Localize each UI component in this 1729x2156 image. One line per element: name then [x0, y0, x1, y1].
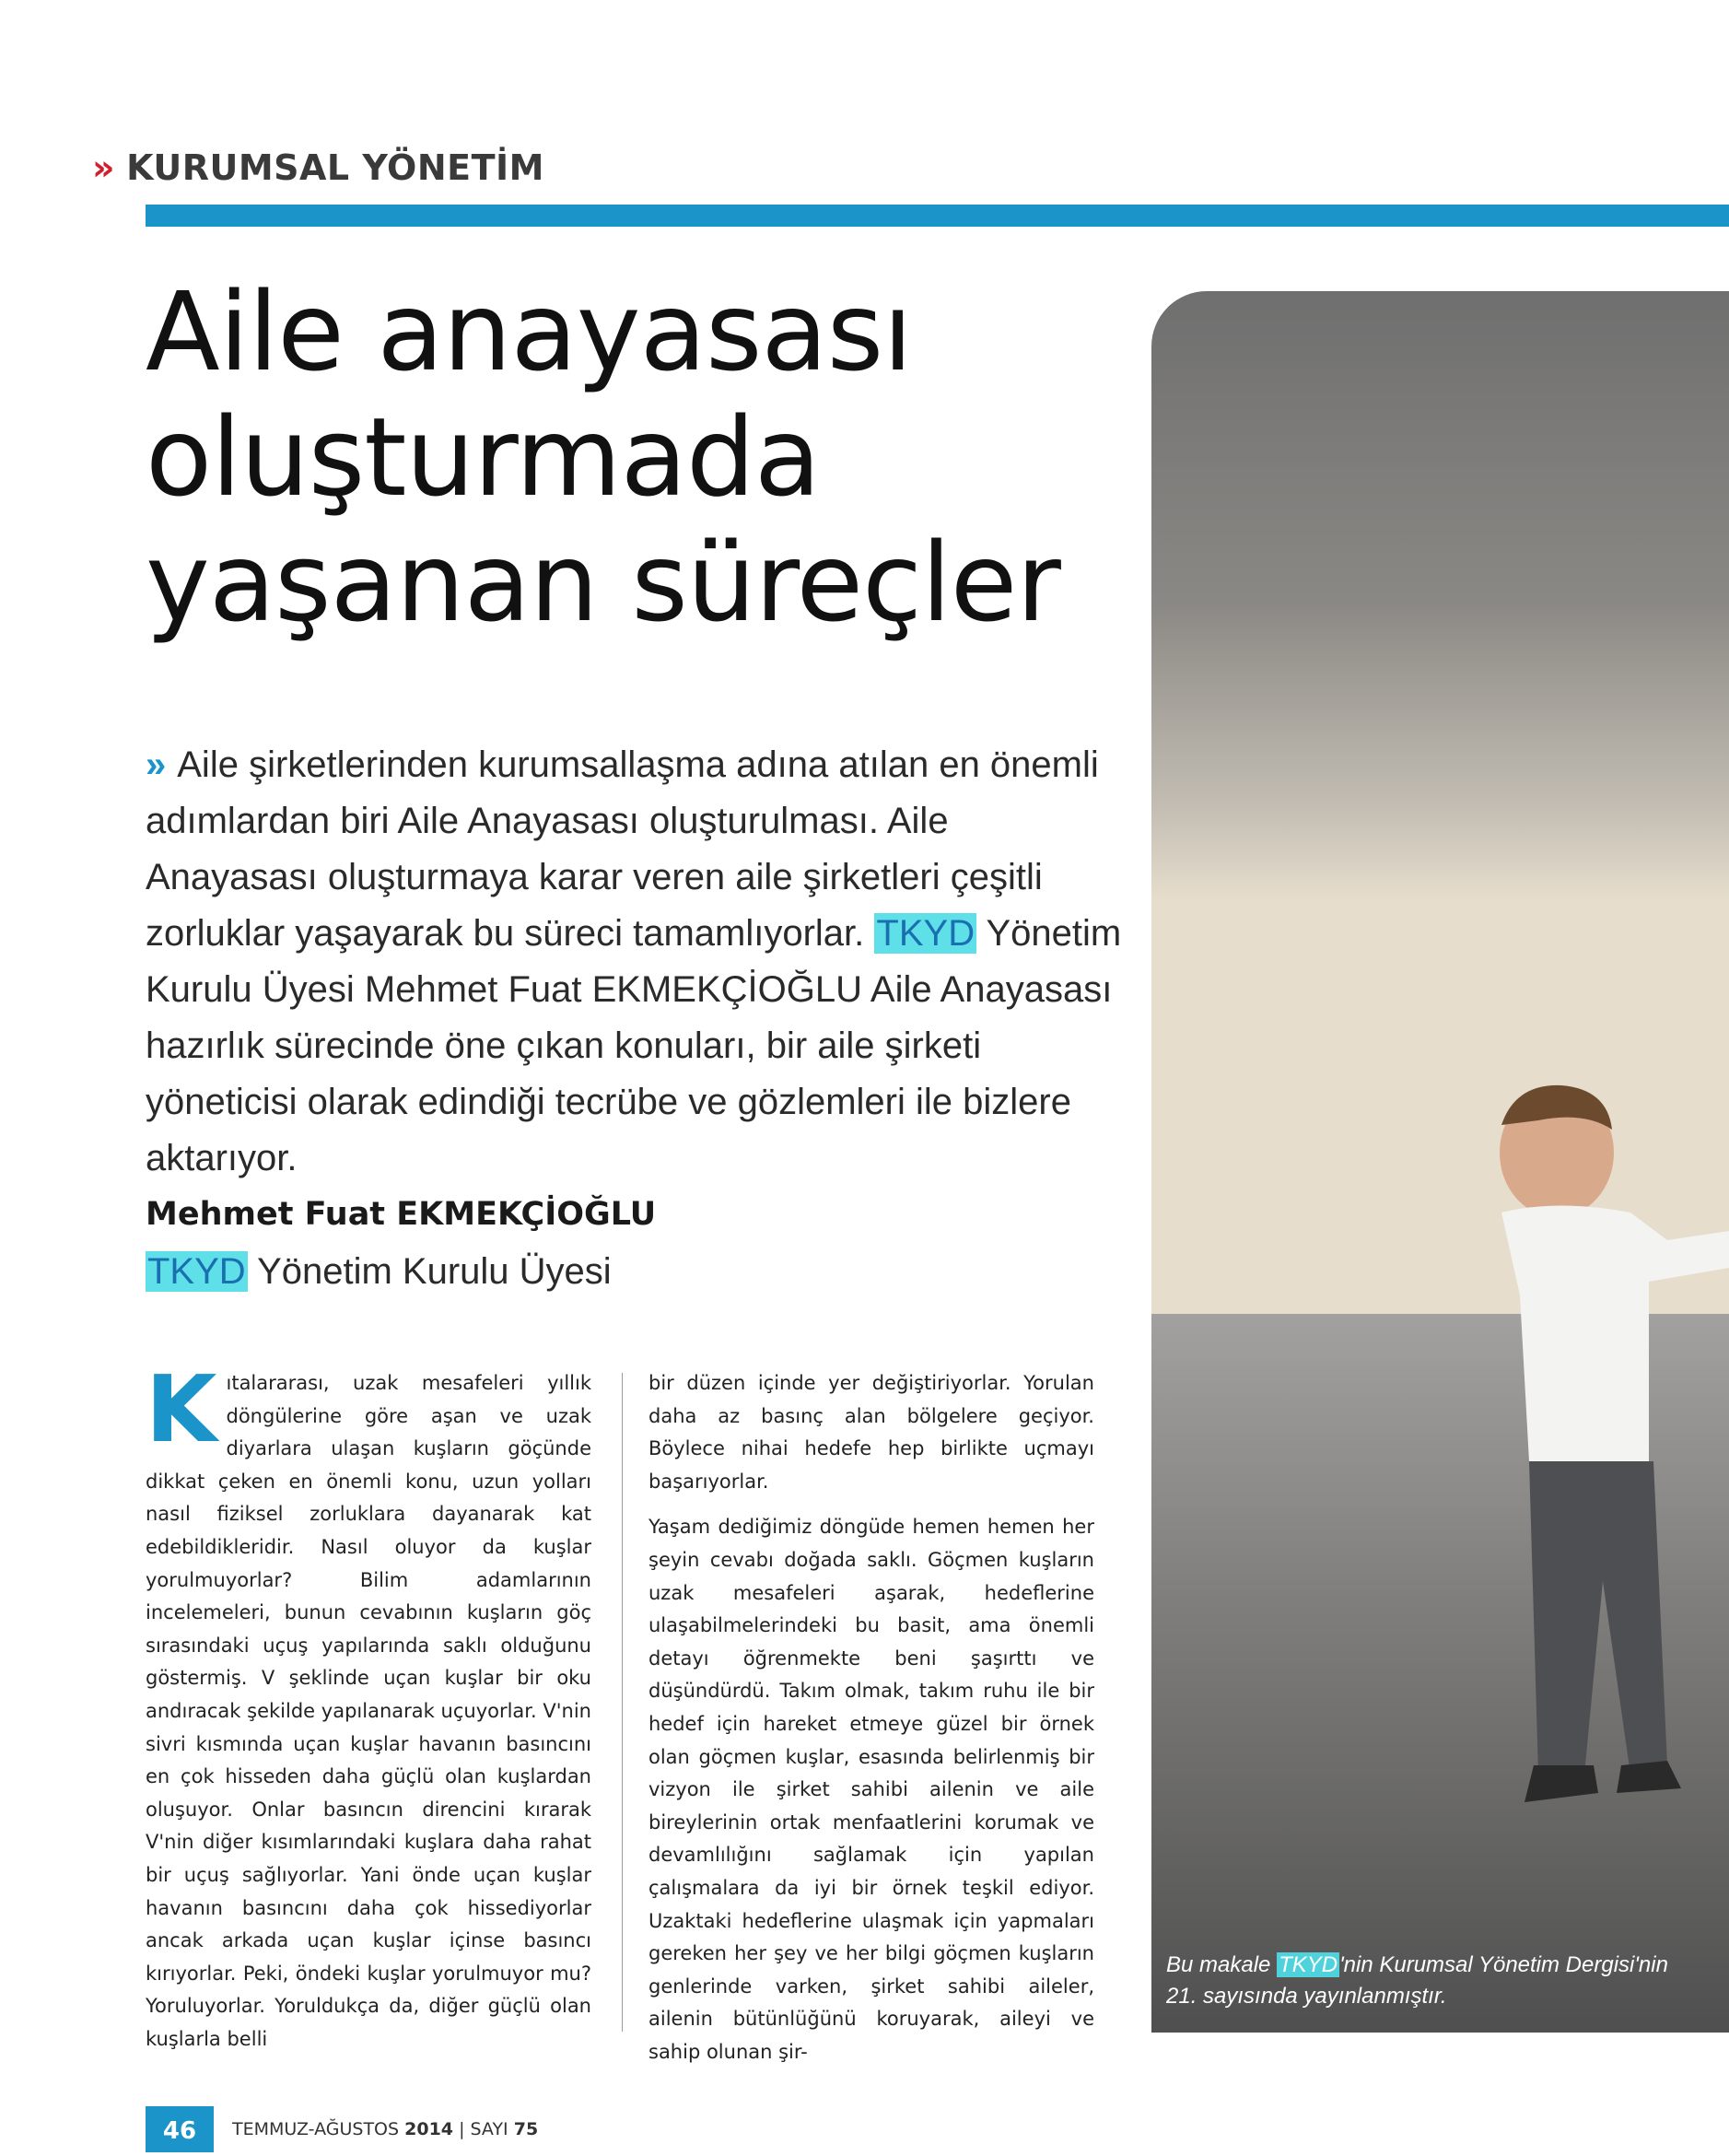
highlight-tkyd: TKYD [876, 913, 975, 954]
article-photo [1151, 291, 1729, 2033]
body-column-1 [146, 1355, 591, 2068]
column-divider [622, 1373, 623, 2032]
body-paragraph: bir düzen içinde yer değiştiriyorlar. Yorulan daha az basınç alan bölgelere geçiyor. Böylece nihai hedefe hep birlikte uçmayı başarıyorlar. [648, 1372, 1094, 1493]
body-paragraph: Yaşam dediğimiz döngüde hemen hemen her şeyin cevabı doğada saklı. Göçmen kuşların uzak mesafeleri aşarak, hedeflerine ulaşabilmelerindeki bu basit, ama önemli detayı öğrenmekte beni şaşırttı ve düşündürdü. Takım olmak, takım ruhu ile bir hedef için hareket etmeye güzel bir örnek olan göçmen kuşlar, esasında belirlenmiş bir vizyon ile şirket sahibi ailenin ve aile bireylerinin ortak menfaatlerini korumak ve devamlılığını sağlamak için yapılan çalışmalara da iyi bir örnek teşkil ediyor. Uzaktaki hedeflerine ulaşmak için yapmaları gereken her şey ve her bilgi göçmen kuşların genlerinde varken, şirket sahibi aileler, ailenin bütünlüğünü koruyarak, aileyi ve sahip olunan şir- [648, 1516, 1094, 2063]
section-title: KURUMSAL YÖNETİM [126, 147, 544, 188]
caption-text: 'nin Kurumsal Yönetim Dergisi'nin 21. sayısında yayınlanmıştır. [1166, 1952, 1668, 2009]
author-role [146, 1251, 612, 1293]
title-line: oluşturmada [146, 393, 821, 521]
footer-issue [232, 2119, 538, 2139]
body-text: ıtalararası, uzak mesafeleri yıllık döngülerine göre aşan ve uzak diyarlara ulaşan kuşların göçünde dikkat çeken en önemli konu, uzun yolları nasıl fiziksel zorluklara dayanarak kat edebildikleridir. Nasıl oluyor da kuşlar yorulmuyorlar? Bilim adamlarının incelemeleri, bunun cevabının kuşların göç sırasındaki uçuş yapılarında saklı olduğunu göstermiş. V şeklinde uçan kuşlar bir oku andıracak şekilde yapılanarak uçuyorlar. V'nin sivri kısmında uçan kuşlar havanın basıncını en çok hisseden daha güçlü olan kuşlardan oluşuyor. Onlar basıncın direncini kırarak V'nin diğer kısımlarındaki kuşlara daha rahat bir uçuş sağlıyorlar. Yani önde uçan kuşlar havanın basıncını daha çok hissediyorlar ancak arkada uçan kuşlar içinse basıncı kırıyorlar. Peki, öndeki kuşlar yorulmuyor mu? Yoruluyorlar. Yoruldukça da, diğer güçlü olan kuşlarla belli [146, 1372, 591, 2050]
lead-text: Aile şirketlerinden kurumsallaşma adına atılan en önemli adımlardan biri Aile Anayasası oluşturulması. Aile Anayasası oluşturmaya karar veren aile şirketleri çeşitli zorluklar yaşayarak bu süreci tamamlıyorlar. [146, 744, 1099, 954]
issue-year: 2014 [404, 2119, 454, 2139]
article-title [146, 269, 1113, 645]
title-line: Aile anayasası [146, 268, 912, 395]
body-column-2 [648, 1367, 1094, 2081]
header-rule [146, 205, 1729, 227]
boy-photo-illustration [1151, 291, 1729, 2033]
highlight-tkyd: TKYD [1279, 1952, 1338, 1977]
drop-cap: K [146, 1355, 217, 1463]
caption-text: Bu makale [1166, 1952, 1271, 1977]
highlight-tkyd: TKYD [147, 1251, 246, 1292]
chevron-right-icon: » [146, 744, 167, 785]
lead-text: Yönetim Kurulu Üyesi Mehmet Fuat EKMEKÇİOĞLU Aile Anayasası hazırlık sürecinde öne çıkan konuları, bir aile şirketi yöneticisi olarak edindiği tecrübe ve gözlemleri ile bizlere aktarıyor. [146, 913, 1122, 1178]
issue-months: TEMMUZ-AĞUSTOS [232, 2119, 400, 2139]
photo-caption [1166, 1950, 1682, 2012]
author-name: Mehmet Fuat EKMEKÇİOĞLU [146, 1196, 657, 1233]
section-header [92, 147, 544, 188]
separator: | [459, 2119, 465, 2139]
issue-label: SAYI [470, 2119, 508, 2139]
lead-paragraph [146, 737, 1122, 1187]
issue-number: 75 [513, 2119, 539, 2139]
title-line: yaşanan süreçler [146, 519, 1060, 646]
author-title: Yönetim Kurulu Üyesi [257, 1251, 612, 1292]
chevron-right-icon: » [92, 147, 116, 188]
body-paragraph [146, 1355, 591, 2056]
page-number: 46 [146, 2106, 214, 2152]
